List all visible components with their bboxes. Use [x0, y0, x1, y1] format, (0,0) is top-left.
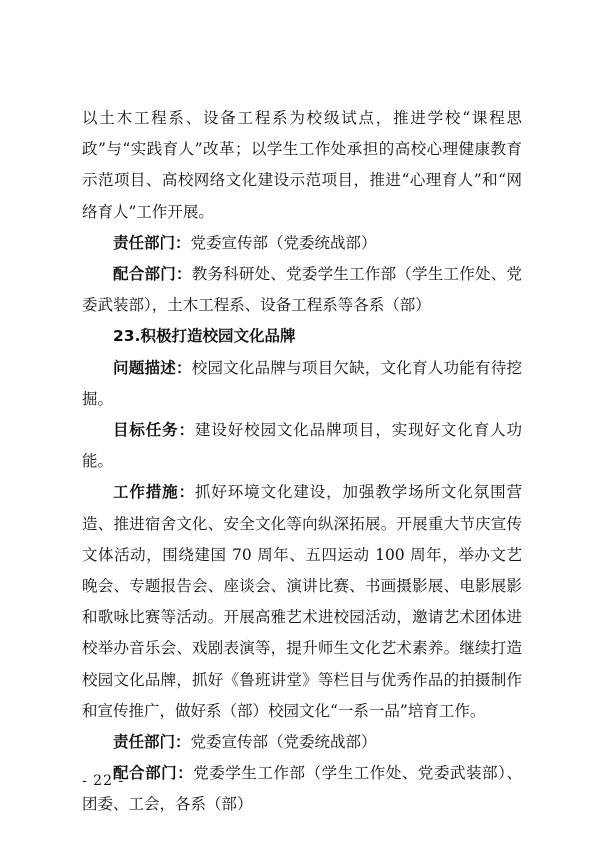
goal-label: 目标任务： [113, 421, 195, 440]
cooperating-text-1: 教务科研处、党委学生工作部（学生工作处、党委武装部），土木工程系、设备工程系等各系（部） [82, 265, 522, 315]
responsible-text-2: 党委宣传部（党委统战部） [190, 733, 377, 752]
cooperating-department-2 [82, 758, 522, 820]
problem-label: 问题描述： [113, 358, 192, 377]
document-body [82, 103, 522, 821]
responsible-label-2: 责任部门： [113, 733, 191, 752]
work-measures [82, 477, 522, 727]
measures-text: 抓好环境文化建设，加强教学场所文化氛围营造、推进宿舍文化、安全文化等向纵深拓展。开展重大节庆宣传文体活动，围绕建国 70 周年、五四运动 100 周年，举办文艺晚会、专题报告会、座谈会、演讲比赛、书画摄影展、电影展影和歌咏比赛等活动。开展高雅艺术进校园活动，邀请艺术团体进校举办音乐会、戏剧表演等，提升师生文化艺术素养。继续打造校园文化品牌，抓好《鲁班讲堂》等栏目与优秀作品的拍摄制作和宣传推广，做好系（部）校园文化“一系一品”培育工作。 [82, 483, 522, 720]
responsible-label-1: 责任部门： [113, 233, 191, 252]
measures-label: 工作措施： [113, 483, 195, 502]
intro-paragraph: 以土木工程系、设备工程系为校级试点，推进学校“课程思政”与“实践育人”改革；以学生工作处承担的高校心理健康教育示范项目、高校网络文化建设示范项目，推进“心理育人”和“网络育人”工作开展。 [82, 109, 522, 221]
goal-text: 建设好校园文化品牌项目，实现好文化育人功能。 [82, 421, 522, 471]
problem-text: 校园文化品牌与项目欠缺，文化育人功能有待挖掘。 [82, 358, 522, 408]
responsible-department-1 [82, 228, 522, 259]
goal-task [82, 415, 522, 477]
responsible-text-1: 党委宣传部（党委统战部） [190, 233, 377, 252]
cooperating-text-2: 党委学生工作部（学生工作处、党委武装部）、团委、工会，各系（部） [82, 764, 522, 814]
responsible-department-2 [82, 727, 522, 758]
cooperating-department-1 [82, 259, 522, 321]
cooperating-label-1: 配合部门： [113, 265, 192, 284]
section-heading: 23.积极打造校园文化品牌 [113, 327, 296, 346]
cooperating-label-2: 配合部门： [113, 764, 194, 783]
page-number: - 22 - [82, 773, 125, 789]
problem-description [82, 353, 522, 415]
